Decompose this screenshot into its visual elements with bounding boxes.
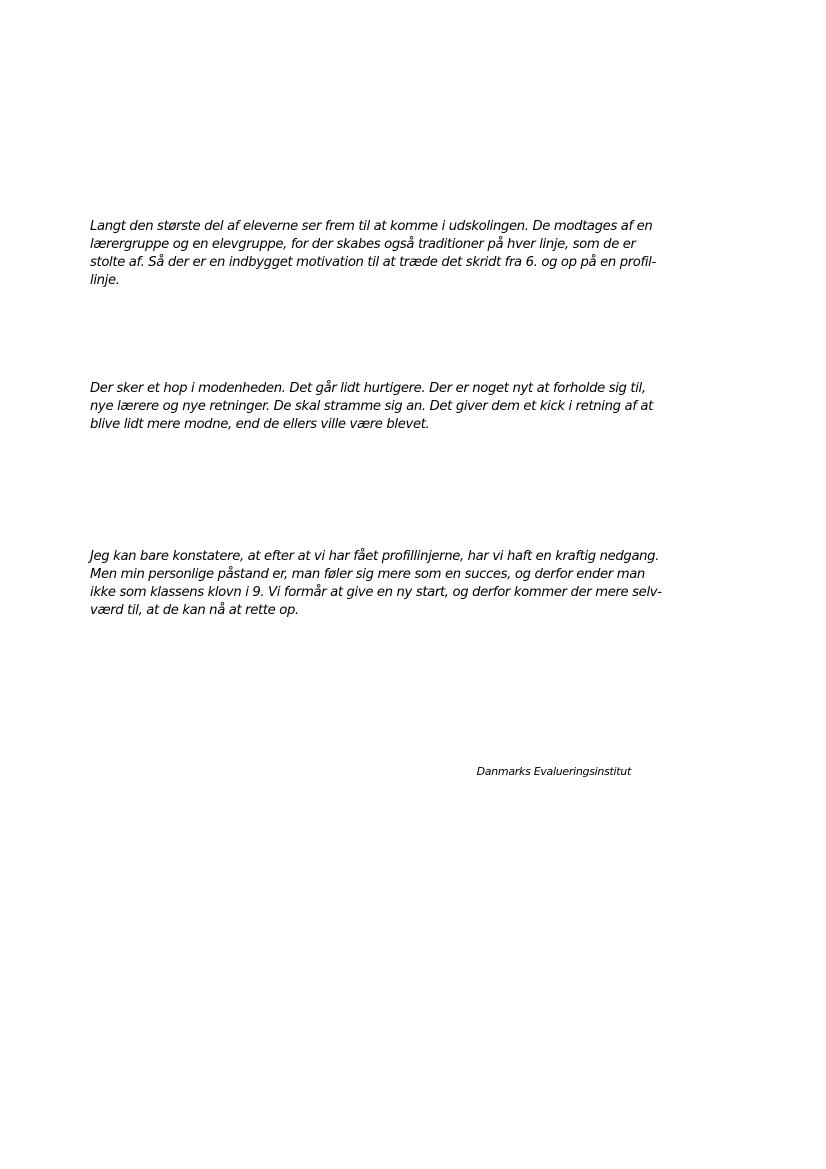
quote-3-line-2: Men min personlige påstand er, man føler sig mere som en succes, og derfor ender man bbox=[90, 567, 645, 582]
quote-1-line-4: linje. bbox=[90, 273, 120, 288]
quote-3-line-1: Jeg kan bare konstatere, at efter at vi har fået profillinjerne, har vi haft en kraftig nedgang. bbox=[90, 549, 660, 564]
quote-1-line-1: Langt den største del af eleverne ser frem til at komme i udskolingen. De modtages af en bbox=[90, 219, 653, 234]
quote-1-line-2: lærergruppe og en elevgruppe, for der skabes også traditioner på hver linje, som de er bbox=[90, 237, 636, 252]
quote-2-line-2: nye lærere og nye retninger. De skal stramme sig an. Det giver dem et kick i retning af at bbox=[90, 399, 653, 414]
quote-paragraph-1 bbox=[90, 218, 656, 290]
quote-paragraph-2 bbox=[90, 380, 653, 434]
quote-3-line-3: ikke som klassens klovn i 9. Vi formår at give en ny start, og derfor kommer der mere selv- bbox=[90, 585, 662, 600]
quote-2-line-1: Der sker et hop i modenheden. Det går lidt hurtigere. Der er noget nyt at forholde sig til, bbox=[90, 381, 646, 396]
footer-publisher: Danmarks Evalueringsinstitut bbox=[476, 765, 631, 778]
quote-paragraph-3 bbox=[90, 548, 662, 620]
quote-3-line-4: værd til, at de kan nå at rette op. bbox=[90, 603, 299, 618]
quote-2-line-3: blive lidt mere modne, end de ellers ville være blevet. bbox=[90, 417, 430, 432]
quote-1-line-3: stolte af. Så der er en indbygget motivation til at træde det skridt fra 6. og op på en profil- bbox=[90, 255, 656, 270]
